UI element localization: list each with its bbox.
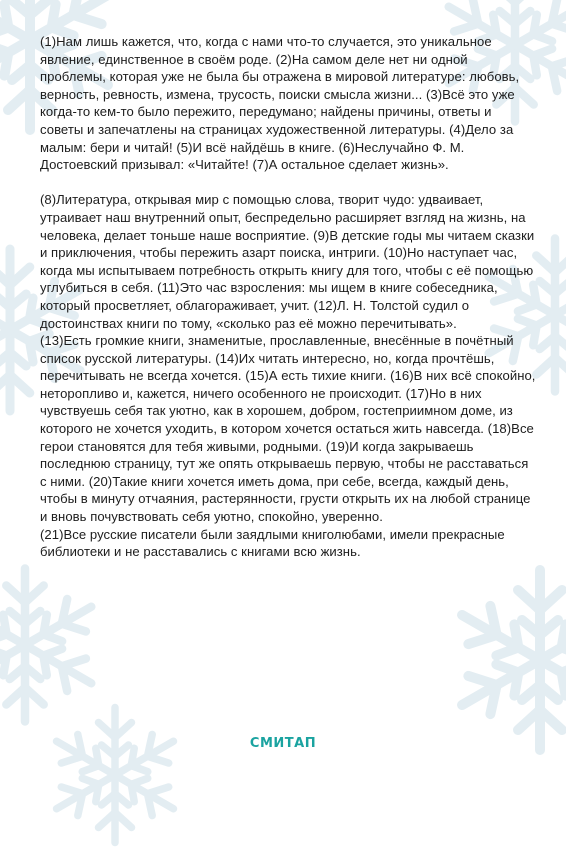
text-body (40, 33, 536, 561)
paragraph: (8)Литература, открывая мир с помощью слова, творит чудо: удваивает, утраивает наш внутренний опыт, беспредельно расширяет взгляд на жизнь, на человека, делает тоньше наше восприятие. (9)В детские годы мы читаем сказки и приключения, чтобы пережить азарт поиска, интриги. (10)Но наступает час, когда мы испытываем потребность открыть книгу для того, чтобы с её помощью углубиться в себя. (11)Это час взросления: мы ищем в книге собеседника, который просветляет, облагораживает, учит. (12)Л. Н. Толстой судил о достоинствах книги по тому, «сколько раз её можно перечитывать». (40, 192, 535, 331)
snowflake-icon (440, 560, 566, 760)
paragraph: (21)Все русские писатели были заядлыми книголюбами, имели прекрасные библиотеки и не расставались с книгами всю жизнь. (40, 526, 505, 560)
brand-logo: СМИТАП (249, 736, 317, 751)
paragraph: (1)Нам лишь кажется, что, когда с нами что-то случается, это уникальное явление, единственное в своём роде. (2)На самом деле нет ни одной проблемы, которая уже не была бы отражена в мировой литературе: любовь, верность, ревность, измена, трусость, поиски смысла жизни... (3)Всё это уже когда-то кем-то было пережито, передумано; найдены причины, ответы и советы и запечатлены на страницах художественной литературы. (4)Дело за малым: бери и читай! (5)И всё найдёшь в книге. (6)Неслучайно Ф. М. Достоевский призывал: «Читайте! (7)А остальное сделает жизнь». (40, 34, 520, 173)
snowflake-icon (40, 700, 190, 850)
paragraph: (13)Есть громкие книги, знаменитые, прославленные, внесённые в почётный список русской литературы. (14)Их читать интересно, но, когда прочтёшь, перечитывать не всегда хочется. (15)А есть тихие книги. (16)В них всё спокойно, неторопливо и, кажется, ничего особенного не происходит. (17)Но в них чувствуешь себя так уютно, как в хорошем, добром, гостеприимном доме, из которого не хочется уходить, в котором хочется остаться жить навсегда. (18)Все герои становятся для тебя живыми, родными. (19)И когда закрываешь последнюю страницу, тут же опять открываешь первую, чтобы не расставаться с ними. (20)Такие книги хочется иметь дома, при себе, всегда, каждый день, чтобы в минуту отчаяния, растерянности, грусти открыть их на любой странице и вновь почувствовать себя уютно, спокойно, уверенно. (40, 333, 536, 525)
